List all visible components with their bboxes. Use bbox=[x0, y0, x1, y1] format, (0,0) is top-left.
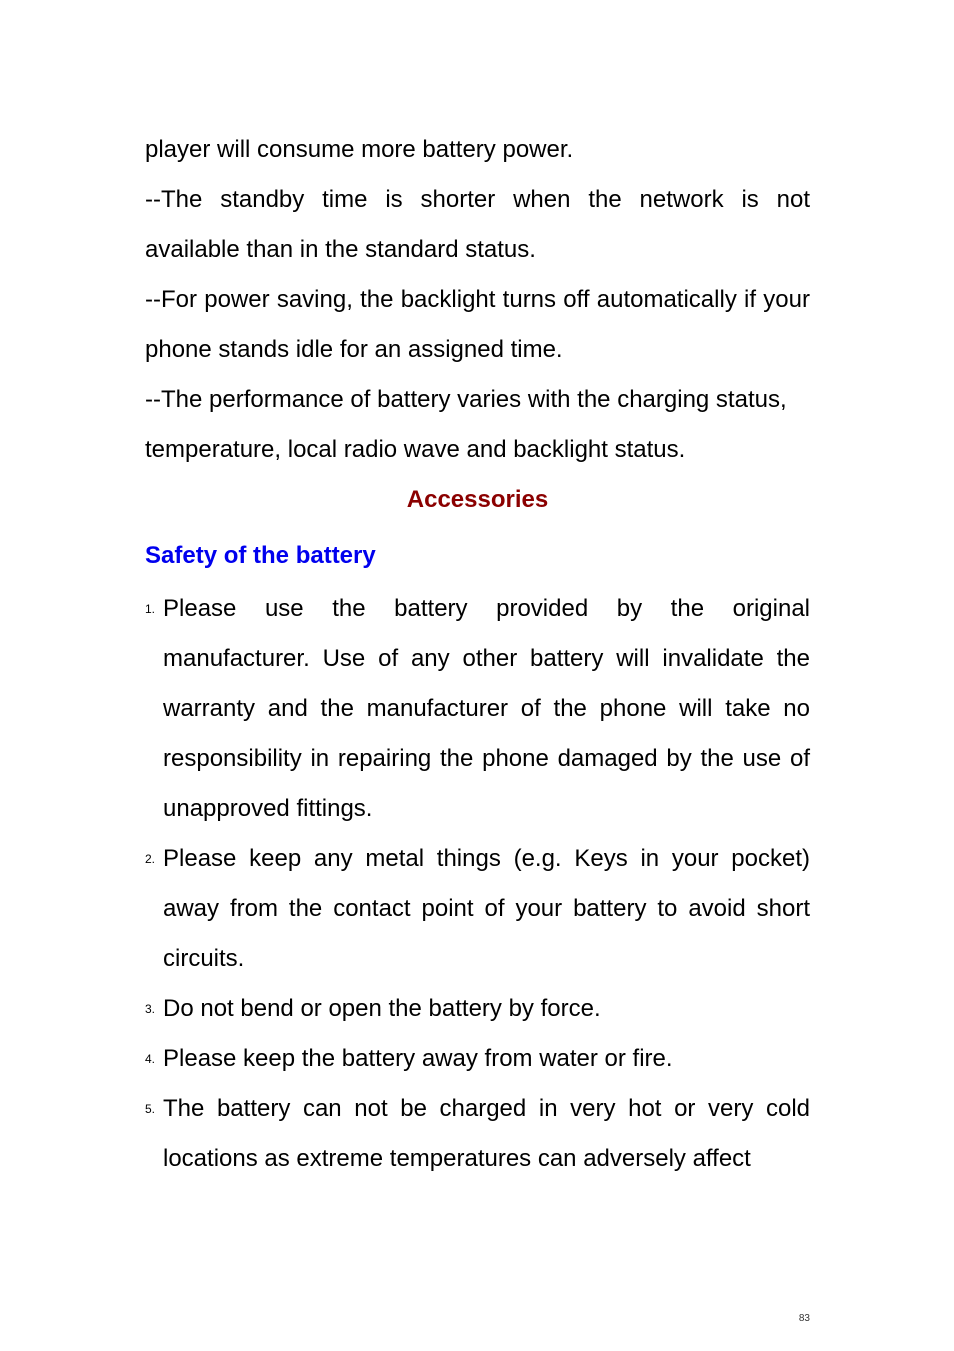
paragraph-standby-time: --The standby time is shorter when the network is not available than in the standard status. bbox=[145, 186, 810, 263]
list-item-number: 5. bbox=[145, 1102, 156, 1116]
paragraph-battery-consumption: player will consume more battery power. bbox=[145, 136, 574, 163]
list-item bbox=[145, 834, 810, 984]
page-number: 83 bbox=[798, 1313, 810, 1324]
paragraph-power-saving: --For power saving, the backlight turns off automatically if your phone stands idle for an assigned time. bbox=[145, 286, 810, 363]
list-item bbox=[145, 584, 810, 834]
list-item bbox=[145, 1034, 810, 1084]
list-item-text: The battery can not be charged in very hot or very cold locations as extreme temperatures can adversely affect bbox=[163, 1095, 810, 1172]
section-title: Accessories bbox=[406, 486, 549, 513]
battery-safety-list bbox=[145, 584, 810, 1184]
list-item-number: 2. bbox=[145, 852, 156, 866]
subsection-title: Safety of the battery bbox=[145, 542, 376, 569]
page-content bbox=[145, 125, 810, 1184]
list-item-text: Please use the battery provided by the original manufacturer. Use of any other battery will invalidate the warranty and the manufacturer of the phone will take no responsibility in repairing the phone damaged by the use of unapproved fittings. bbox=[163, 595, 810, 822]
paragraph-battery-performance: --The performance of battery varies with the charging status, temperature, local radio wave and backlight status. bbox=[145, 386, 787, 463]
list-item-number: 4. bbox=[145, 1052, 156, 1066]
list-item-number: 3. bbox=[145, 1002, 156, 1016]
list-item bbox=[145, 1084, 810, 1184]
list-item-number: 1. bbox=[145, 602, 156, 616]
list-item-text: Do not bend or open the battery by force. bbox=[163, 995, 601, 1022]
list-item-text: Please keep the battery away from water or fire. bbox=[163, 1045, 673, 1072]
list-item bbox=[145, 984, 810, 1034]
list-item-text: Please keep any metal things (e.g. Keys in your pocket) away from the contact point of your battery to avoid short circuits. bbox=[163, 845, 810, 972]
